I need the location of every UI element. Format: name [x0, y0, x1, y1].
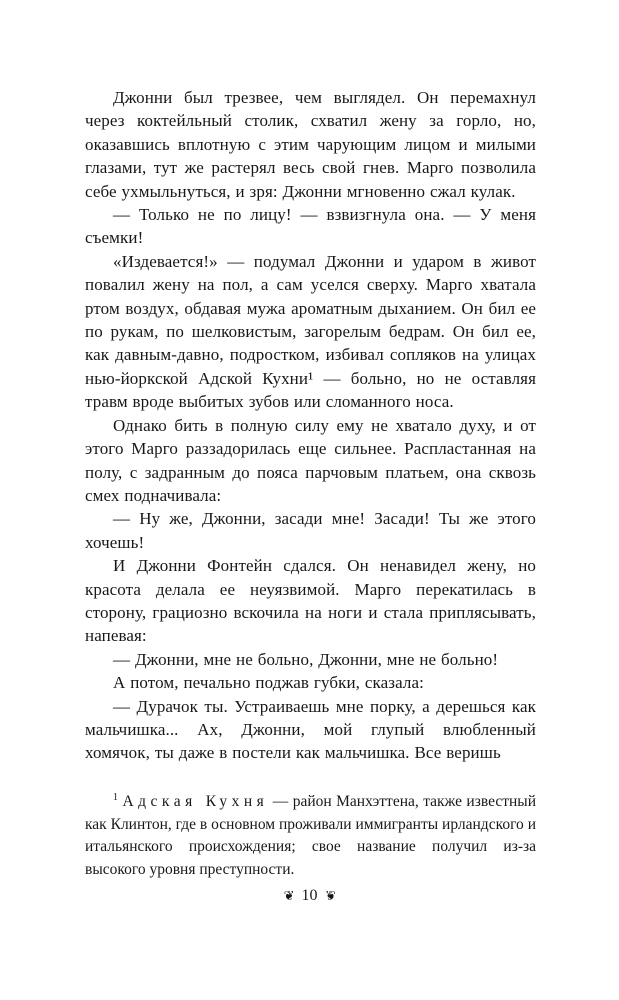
fleuron-right-icon: ❦ [324, 888, 336, 904]
paragraph: «Издевается!» — подумал Джонни и ударом в живот повалил жену на пол, а сам уселся сверху. Марго хватала ртом воздух, обдавая мужа ароматным дыханием. Он бил ее по рукам, по шелковистым, загорелым бедрам. Он бил ее, как давным-давно, подростком, избивал сопляков на улицах нью-йоркской Адской Кухни¹ — больно, но не оставляя травм вроде выбитых зубов или сломанного носа. [85, 251, 536, 412]
footnote-term: Адская Кухня [122, 793, 269, 810]
paragraph: — Дурачок ты. Устраиваешь мне порку, а дерешься как мальчишка... Ах, Джонни, мой глупый влюбленный хомячок, ты даже в постели как мальчишка. Все веришь [85, 696, 536, 763]
paragraph: А потом, печально поджав губки, сказала: [113, 673, 424, 693]
paragraph: И Джонни Фонтейн сдался. Он ненавидел жену, но красота делала ее неуязвимой. Марго перекатилась в сторону, грациозно вскочила на ноги и стала приплясывать, напевая: [85, 556, 536, 646]
footnote-paragraph: $^1$ Адская Кухня — район Манхэттена, также известный как Клинтон, где в основном проживали иммигранты ирландского и итальянского происхождения; свое название получил из-за высокого уровня преступности. [85, 791, 537, 878]
paragraph: Однако бить в полную силу ему не хватало духу, и от этого Марго раззадорилась еще сильнее. Распластанная на полу, с задранным до пояса парчовым платьем, она сквозь смех подначивала: [85, 415, 536, 505]
footnote [85, 791, 536, 881]
paragraph: — Ну же, Джонни, засади мне! Засади! Ты же этого хочешь! [85, 509, 536, 552]
page-number: 10 [301, 887, 318, 905]
fleuron-left-icon: ❦ [283, 888, 295, 904]
paragraph: — Только не по лицу! — взвизгнула она. — У меня съемки! [85, 205, 536, 248]
footnote-marker: 1 [113, 791, 118, 803]
paragraph: Джонни был трезвее, чем выглядел. Он перемахнул через коктейльный столик, схватил жену за горло, но, оказавшись вплотную с этим чарующим лицом и милыми глазами, тут же растерял весь свой гнев. Марго позволила себе ухмыльнуться, и зря: Джонни мгновенно сжал кулак. [85, 88, 536, 201]
paragraph: — Джонни, мне не больно, Джонни, мне не больно! [113, 649, 499, 669]
body-text [85, 86, 536, 765]
page-footer [0, 886, 619, 906]
